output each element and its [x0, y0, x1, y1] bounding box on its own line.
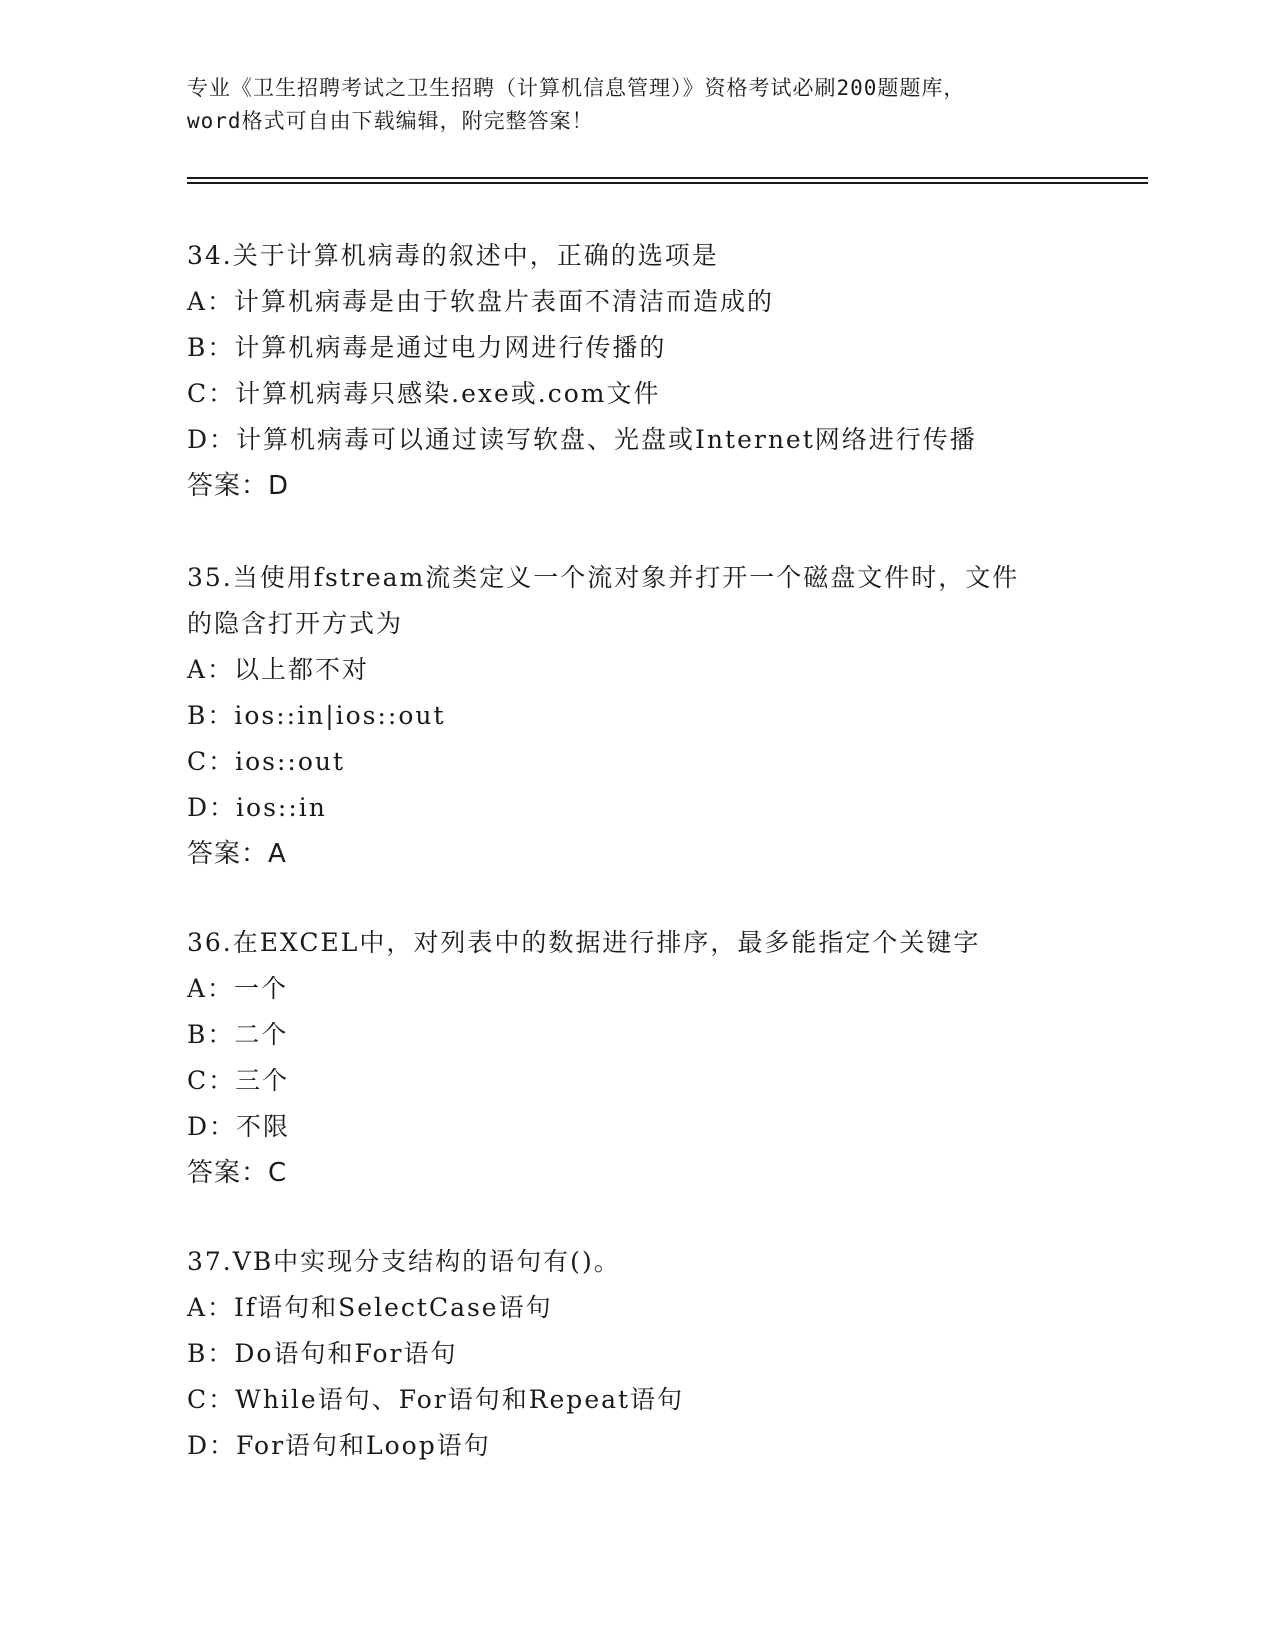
header-divider-bottom — [187, 182, 1148, 184]
option-c: C：三个 — [187, 1066, 290, 1095]
header-divider-top — [187, 177, 1148, 179]
option-b: B：Do语句和For语句 — [187, 1339, 458, 1368]
answer-line: 答案：C — [187, 1158, 288, 1188]
option-b: B：ios::in|ios::out — [187, 701, 446, 730]
header-line-2: word格式可自由下载编辑，附完整答案！ — [187, 109, 594, 133]
option-d: D：计算机病毒可以通过读写软盘、光盘或Internet网络进行传播 — [187, 425, 977, 454]
option-d: D：ios::in — [187, 793, 327, 822]
answer-line: 答案：D — [187, 471, 290, 501]
question-35 — [187, 555, 1087, 877]
option-a: A：If语句和SelectCase语句 — [187, 1293, 553, 1322]
question-stem-continued: 的隐含打开方式为 — [187, 609, 404, 638]
option-c: C：While语句、For语句和Repeat语句 — [187, 1385, 685, 1414]
question-stem: 37.VB中实现分支结构的语句有()。 — [187, 1247, 621, 1276]
question-stem: 34.关于计算机病毒的叙述中，正确的选项是 — [187, 241, 719, 270]
header-line-1: 专业《卫生招聘考试之卫生招聘（计算机信息管理）》资格考试必刷200题题库， — [187, 76, 966, 100]
option-b: B：计算机病毒是通过电力网进行传播的 — [187, 333, 667, 362]
question-36 — [187, 920, 1087, 1196]
option-b: B：二个 — [187, 1020, 289, 1049]
option-d: D：For语句和Loop语句 — [187, 1431, 491, 1460]
option-c: C：ios::out — [187, 747, 346, 776]
question-stem: 36.在EXCEL中，对列表中的数据进行排序，最多能指定个关键字 — [187, 928, 981, 957]
question-stem: 35.当使用fstream流类定义一个流对象并打开一个磁盘文件时，文件 — [187, 563, 1020, 592]
answer-line: 答案：A — [187, 839, 287, 869]
option-a: A：计算机病毒是由于软盘片表面不清洁而造成的 — [187, 287, 775, 316]
question-34 — [187, 233, 1087, 509]
option-a: A：以上都不对 — [187, 655, 370, 684]
option-a: A：一个 — [187, 974, 289, 1003]
option-d: D：不限 — [187, 1112, 291, 1141]
option-c: C：计算机病毒只感染.exe或.com文件 — [187, 379, 661, 408]
question-37 — [187, 1239, 1087, 1469]
document-header — [187, 72, 1087, 138]
